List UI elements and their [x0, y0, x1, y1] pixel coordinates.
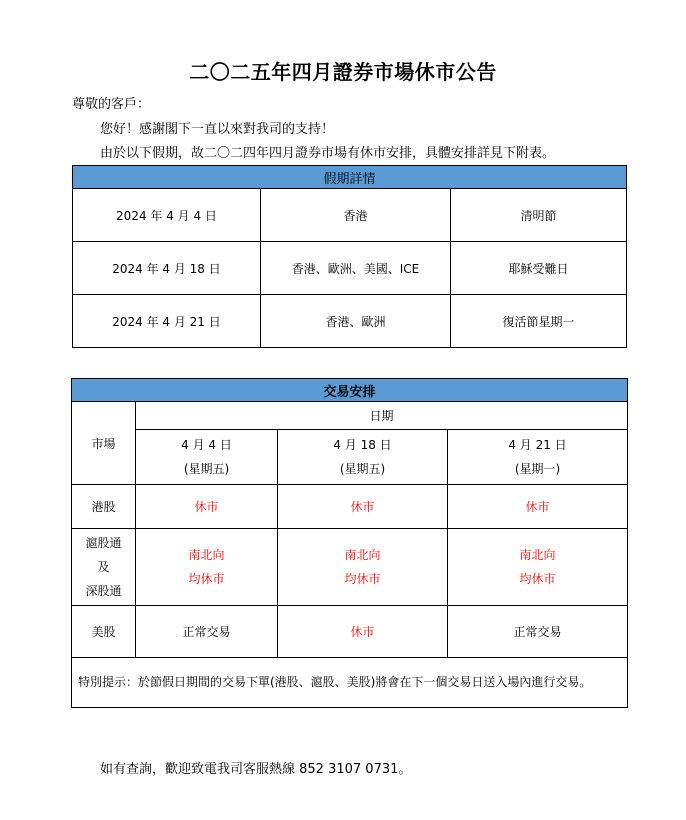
table-row — [73, 295, 627, 348]
holiday-date: 2024 年 4 月 18 日 — [73, 242, 261, 295]
market-name-line: 深股通 — [85, 584, 122, 598]
status-line: 南北向 — [519, 548, 556, 562]
holiday-name: 清明節 — [451, 189, 627, 242]
table-row — [73, 242, 627, 295]
special-note: 特別提示：於節假日期間的交易下單(港股、滬股、美股)將會在下一個交易日送入場內進行交易。 — [72, 658, 628, 708]
status-line: 均休市 — [344, 572, 381, 586]
status-cell — [448, 529, 628, 606]
status-cell: 休市 — [136, 485, 278, 529]
holiday-table — [72, 165, 627, 348]
date-column-header: 日期 — [136, 402, 628, 430]
table-row — [72, 485, 628, 529]
status-line: 南北向 — [344, 548, 381, 562]
table-row — [72, 529, 628, 606]
date-label: 4 月 21 日 — [508, 438, 567, 452]
status-cell: 正常交易 — [136, 606, 278, 658]
greeting: 您好！感謝閣下一直以來對我司的支持！ — [100, 122, 335, 137]
page-title: 二〇二五年四月證券市場休市公告 — [189, 60, 497, 84]
market-name-line: 滬股通 — [85, 536, 122, 550]
table-row — [72, 606, 628, 658]
contact-footer: 如有查詢，歡迎致電我司客服熱線 852 3107 0731。 — [100, 762, 412, 777]
status-cell — [136, 529, 278, 606]
status-line: 均休市 — [188, 572, 225, 586]
status-cell: 休市 — [448, 485, 628, 529]
market-column-header: 市場 — [72, 402, 136, 485]
status-line: 均休市 — [519, 572, 556, 586]
status-cell: 休市 — [278, 606, 448, 658]
date-label: 4 月 4 日 — [181, 438, 232, 452]
market-name: 港股 — [72, 485, 136, 529]
trading-table — [71, 378, 628, 708]
market-name-line: 及 — [97, 560, 110, 574]
weekday-label: (星期一) — [514, 462, 561, 476]
holiday-date: 2024 年 4 月 21 日 — [73, 295, 261, 348]
holiday-markets: 香港、歐洲 — [261, 295, 451, 348]
market-name: 美股 — [72, 606, 136, 658]
date-header-cell — [136, 430, 278, 485]
table-row — [73, 189, 627, 242]
holiday-markets: 香港、歐洲、美國、ICE — [261, 242, 451, 295]
weekday-label: (星期五) — [183, 462, 230, 476]
date-label: 4 月 18 日 — [333, 438, 392, 452]
holiday-name: 耶穌受難日 — [451, 242, 627, 295]
status-cell: 休市 — [278, 485, 448, 529]
holiday-name: 復活節星期一 — [451, 295, 627, 348]
intro-text: 由於以下假期，故二〇二四年四月證券市場有休市安排，具體安排詳見下附表。 — [100, 146, 556, 161]
holiday-table-header: 假期詳情 — [73, 166, 627, 189]
market-name — [72, 529, 136, 606]
trading-table-header: 交易安排 — [72, 379, 628, 402]
holiday-date: 2024 年 4 月 4 日 — [73, 189, 261, 242]
status-cell: 正常交易 — [448, 606, 628, 658]
status-line: 南北向 — [188, 548, 225, 562]
date-header-cell — [278, 430, 448, 485]
status-cell — [278, 529, 448, 606]
holiday-markets: 香港 — [261, 189, 451, 242]
weekday-label: (星期五) — [339, 462, 386, 476]
salutation: 尊敬的客戶： — [72, 97, 151, 112]
date-header-cell — [448, 430, 628, 485]
